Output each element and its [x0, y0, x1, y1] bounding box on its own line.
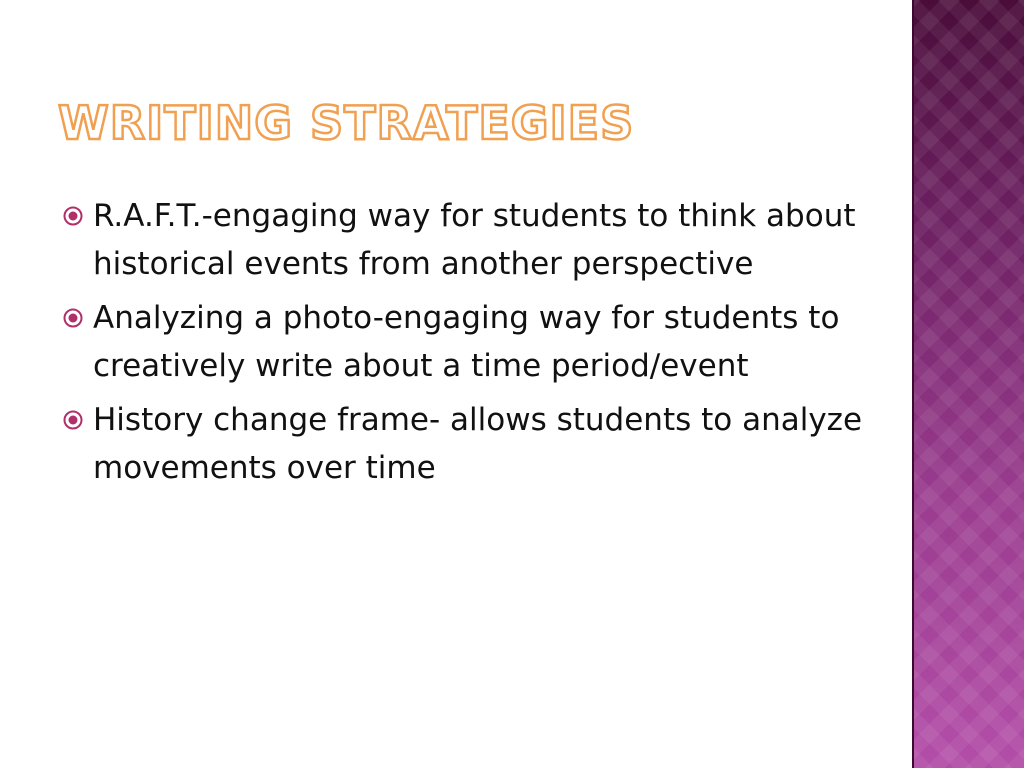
decorative-side-band: [912, 0, 1024, 768]
radio-bullet-icon: [62, 307, 84, 329]
bullet-item: [62, 192, 872, 288]
bullet-text: Analyzing a photo-engaging way for students to creatively write about a time period/event: [93, 300, 840, 384]
radio-bullet-icon: [62, 205, 84, 227]
bullet-item: [62, 294, 872, 390]
bullet-text: R.A.F.T.-engaging way for students to think about historical events from another perspective: [93, 198, 856, 282]
bullet-text: History change frame- allows students to analyze movements over time: [93, 402, 863, 486]
bullet-item: [62, 396, 872, 492]
bullet-list: [62, 192, 872, 498]
radio-bullet-icon: [62, 409, 84, 431]
slide-title: WRITING STRATEGIES: [58, 96, 635, 150]
